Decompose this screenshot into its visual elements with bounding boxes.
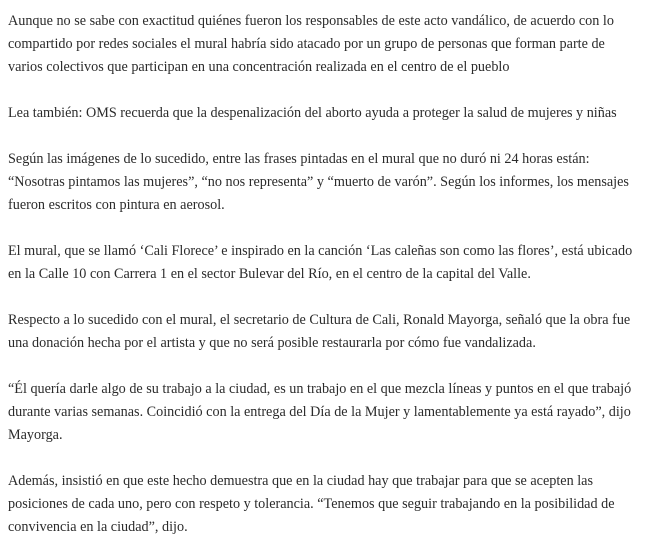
article-paragraph: Según las imágenes de lo sucedido, entre las frases pintadas en el mural que no duró ni 24 horas están: “Nosotras pintamos las mujeres”, “no nos representa” y “muerto de varón”. Según los informes, los mensajes fueron escritos con pintura en aerosol.	[8, 151, 629, 213]
related-article-paragraph: Lea también: OMS recuerda que la despenalización del aborto ayuda a proteger la salud de mujeres y niñas	[8, 105, 617, 121]
article-paragraph: Además, insistió en que este hecho demuestra que en la ciudad hay que trabajar para que se acepten las posiciones de cada uno, pero con respeto y tolerancia. “Tenemos que seguir trabajando en la posibilidad de convivencia en la ciudad”, dijo.	[8, 473, 615, 535]
article-paragraph: El mural, que se llamó ‘Cali Florece’ e inspirado en la canción ‘Las caleñas son como las flores’, está ubicado en la Calle 10 con Carrera 1 en el sector Bulevar del Río, en el centro de la capital del Valle.	[8, 243, 633, 282]
quote-paragraph: “Él quería darle algo de su trabajo a la ciudad, es un trabajo en el que mezcla líneas y puntos en el que trabajó durante varias semanas. Coincidió con la entrega del Día de la Mujer y lamentablemente ya está rayado”, dijo Mayorga.	[8, 381, 632, 443]
article-paragraph: Aunque no se sabe con exactitud quiénes fueron los responsables de este acto vandálico, de acuerdo con lo compartido por redes sociales el mural habría sido atacado por un grupo de personas que forman parte de varios colectivos que participan en una concentración realizada en el centro de el pueblo	[8, 13, 614, 75]
article-paragraph: Respecto a lo sucedido con el mural, el secretario de Cultura de Cali, Ronald Mayorga, señaló que la obra fue una donación hecha por el artista y que no será posible restaurarla por cómo fue vandalizada.	[8, 312, 631, 351]
